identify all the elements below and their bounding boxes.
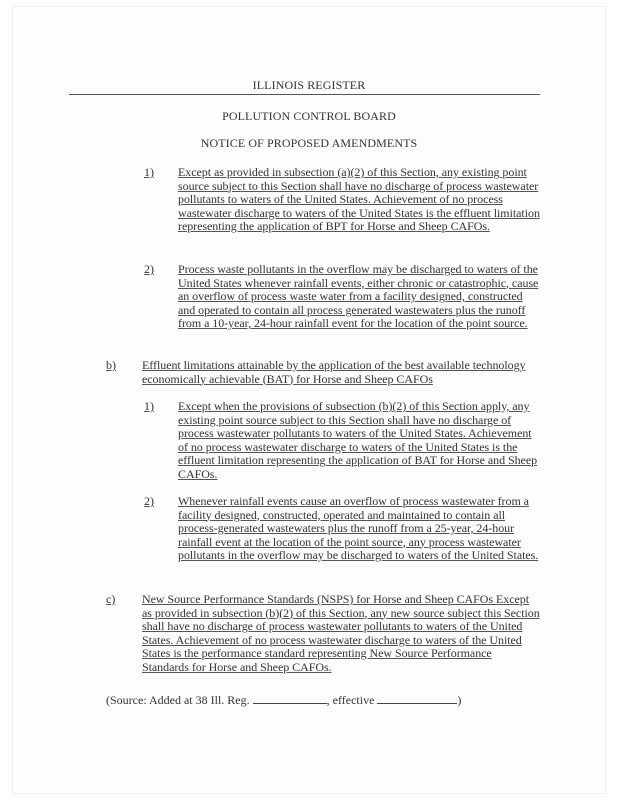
section-b2-label: 2) <box>144 494 154 508</box>
section-a1-label: 1) <box>144 165 154 179</box>
section-b1-label: 1) <box>144 399 154 413</box>
section-b-label: b) <box>106 358 116 372</box>
section-b-text: Effluent limitations attainable by the application of the best available technology economically achievable (BAT) for Horse and Sheep CAFOs <box>142 358 526 386</box>
register-blank-line <box>253 693 327 704</box>
source-note-middle: , effective <box>326 693 375 707</box>
section-b1-text: Except when the provisions of subsection (b)(2) of this Section apply, any existing point source subject to this Section shall have no discharge of process wastewater pollutants to waters of the United States. Achievement of no process wastewater discharge to waters of the United States is the effluent limitation representing the application of BAT for Horse and Sheep CAFOs. <box>178 399 538 481</box>
section-a1-text: Except as provided in subsection (a)(2) of this Section, any existing point source subject to this Section shall have no discharge of process wastewater pollutants to waters of the United States. Achievement of no process wastewater discharge to waters of the United States is the effluent limitation representing the application of BPT for Horse and Sheep CAFOs. <box>178 165 540 233</box>
effective-date-blank-line <box>377 693 457 704</box>
header-rule <box>69 94 540 95</box>
section-c-text: New Source Performance Standards (NSPS) for Horse and Sheep CAFOs Except as provided in subsection (b)(2) of this Section, any new source subject this Section shall have no discharge of process wastewater pollutants to waters of the United States. Achievement of no process wastewater discharge to waters of the United States is the performance standard representing New Source Performance Standards for Horse and Sheep CAFOs. <box>142 592 540 674</box>
source-note-suffix: ) <box>457 693 462 707</box>
notice-title: NOTICE OF PROPOSED AMENDMENTS <box>200 136 418 150</box>
section-c-label: c) <box>106 592 116 606</box>
section-a2-label: 2) <box>144 262 154 276</box>
register-title: ILLINOIS REGISTER <box>252 78 366 92</box>
section-b2-text: Whenever rainfall events cause an overflow of process wastewater from a facility designed, constructed, operated and maintained to contain all process-generated wastewaters plus the runoff from a 25-year, 24-hour rainfall event at the location of the point source, any process wastewater pollutants in the overflow may be discharged to waters of the United States. <box>178 494 539 562</box>
source-note-prefix: (Source: Added at 38 Ill. Reg. <box>106 693 250 707</box>
source-note <box>106 693 461 707</box>
board-title: POLLUTION CONTROL BOARD <box>222 109 396 123</box>
section-a2-text: Process waste pollutants in the overflow may be discharged to waters of the United States whenever rainfall events, either chronic or catastrophic, cause an overflow of process waste water from a facility designed, constructed and operated to contain all process generated wastewaters plus the runoff from a 10-year, 24-hour rainfall event for the location of the point source. <box>178 262 539 330</box>
